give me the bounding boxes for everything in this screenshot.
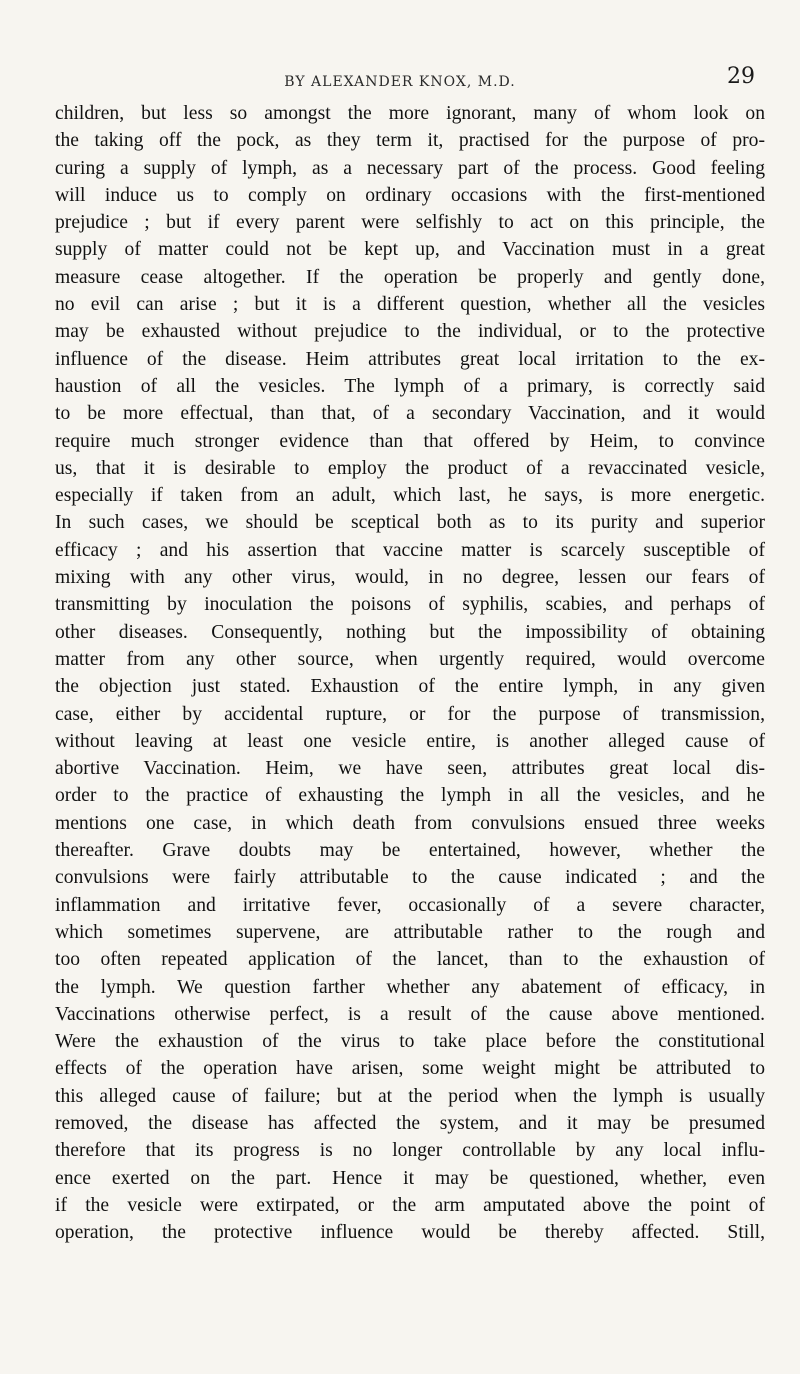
text-line: convulsions were fairly attributable to the cause indicated ; and the — [55, 867, 765, 889]
text-line: curing a supply of lymph, as a necessary part of the process. Good feeling — [55, 157, 765, 179]
text-line: order to the practice of exhausting the lymph in all the vesicles, and he — [55, 785, 765, 807]
text-line: no evil can arise ; but it is a different question, whether all the vesicles — [55, 294, 765, 316]
text-line: require much stronger evidence than that offered by Heim, to convince — [55, 430, 765, 452]
text-line: the taking off the pock, as they term it, practised for the purpose of pro- — [55, 130, 765, 152]
running-title: BY ALEXANDER KNOX, M.D. — [284, 74, 516, 90]
text-line: thereafter. Grave doubts may be entertained, however, whether the — [55, 840, 765, 862]
text-line: this alleged cause of failure; but at the period when the lymph is usually — [55, 1085, 765, 1107]
text-line: removed, the disease has affected the system, and it may be presumed — [55, 1112, 765, 1134]
text-line: effects of the operation have arisen, some weight might be attributed to — [55, 1058, 765, 1080]
text-line: Were the exhaustion of the virus to take place before the constitutional — [55, 1031, 765, 1053]
text-line: without leaving at least one vesicle entire, is another alleged cause of — [55, 730, 765, 752]
text-line: children, but less so amongst the more ignorant, many of whom look on — [55, 103, 765, 124]
text-line: abortive Vaccination. Heim, we have seen, attributes great local dis- — [55, 758, 765, 780]
text-line: the lymph. We question farther whether any abatement of efficacy, in — [55, 976, 765, 998]
text-line: matter from any other source, when urgently required, would overcome — [55, 648, 765, 670]
text-line: too often repeated application of the lancet, than to the exhaustion of — [55, 949, 765, 971]
text-line: supply of matter could not be kept up, and Vaccination must in a great — [55, 239, 765, 261]
text-line: if the vesicle were extirpated, or the arm amputated above the point of — [55, 1194, 765, 1216]
text-line: mentions one case, in which death from convulsions ensued three weeks — [55, 812, 765, 834]
text-line: ence exerted on the part. Hence it may be questioned, whether, even — [55, 1167, 765, 1189]
text-line: the objection just stated. Exhaustion of the entire lymph, in any given — [55, 676, 765, 698]
text-line: which sometimes supervene, are attributable rather to the rough and — [55, 921, 765, 943]
text-line: may be exhausted without prejudice to the individual, or to the protective — [55, 321, 765, 343]
text-line: therefore that its progress is no longer controllable by any local influ- — [55, 1140, 765, 1162]
text-line: inflammation and irritative fever, occasionally of a severe character, — [55, 894, 765, 916]
text-line: case, either by accidental rupture, or for the purpose of transmission, — [55, 703, 765, 725]
text-line: to be more effectual, than that, of a secondary Vaccination, and it would — [55, 403, 765, 425]
text-line: other diseases. Consequently, nothing but the impossibility of obtaining — [55, 621, 765, 643]
text-line: will induce us to comply on ordinary occasions with the first-mentioned — [55, 184, 765, 206]
text-line: Vaccinations otherwise perfect, is a result of the cause above mentioned. — [55, 1003, 765, 1025]
text-line: especially if taken from an adult, which last, he says, is more energetic. — [55, 485, 765, 507]
text-line: us, that it is desirable to employ the product of a revaccinated vesicle, — [55, 457, 765, 479]
page-number: 29 — [727, 64, 755, 89]
text-line: haustion of all the vesicles. The lymph of a primary, is correctly said — [55, 375, 765, 397]
text-line: transmitting by inoculation the poisons of syphilis, scabies, and perhaps of — [55, 594, 765, 616]
body-text — [55, 100, 765, 1246]
text-line: operation, the protective influence would be thereby affected. Still, — [55, 1222, 765, 1244]
text-line: efficacy ; and his assertion that vaccine matter is scarcely susceptible of — [55, 539, 765, 561]
text-line: measure cease altogether. If the operation be properly and gently done, — [55, 266, 765, 288]
text-line: mixing with any other virus, would, in no degree, lessen our fears of — [55, 567, 765, 589]
text-line: prejudice ; but if every parent were selfishly to act on this principle, the — [55, 212, 765, 234]
text-line: influence of the disease. Heim attributes great local irritation to the ex- — [55, 348, 765, 370]
text-line: In such cases, we should be sceptical both as to its purity and superior — [55, 512, 765, 534]
running-head — [0, 64, 800, 94]
